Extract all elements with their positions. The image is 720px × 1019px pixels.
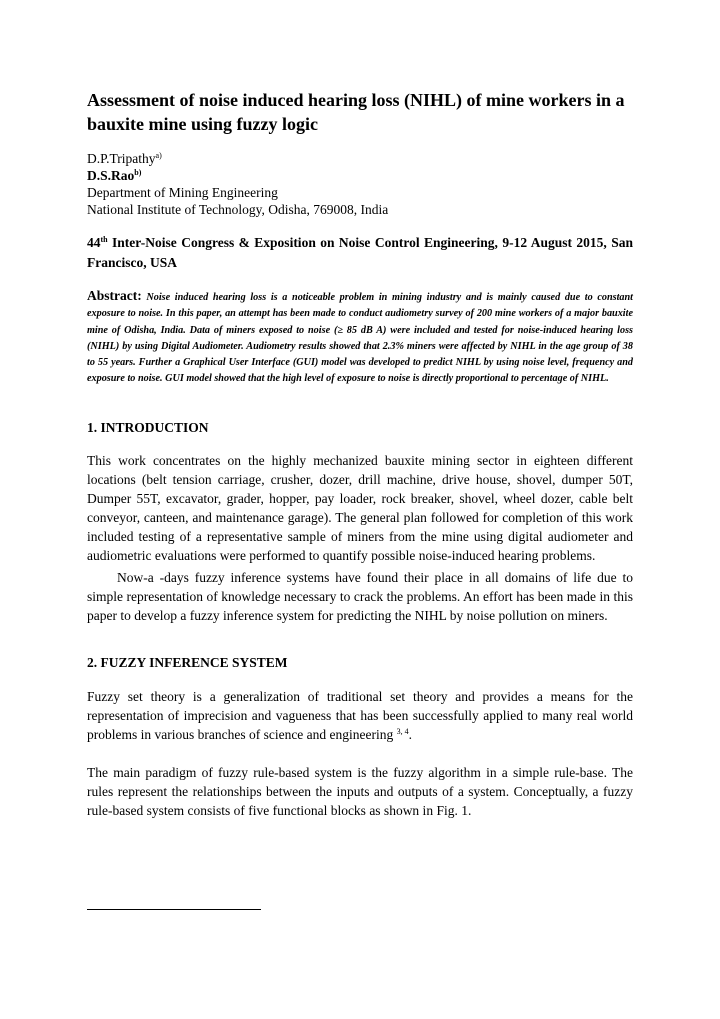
- author-block: [87, 150, 633, 218]
- abstract-text: Noise induced hearing loss is a noticeable problem in mining industry and is mainly caused due to constant exposure to noise. In this paper, an attempt has been made to conduct audiometry survey of 200 mine workers of a major bauxite mine of Odisha, India. Data of miners exposed to noise (≥ 85 dB A) were included and tested for noise-induced hearing loss (NIHL) by using Digital Audiometer. Audiometry results showed that 2.3% miners were affected by NIHL in the age group of 38 to 55 years. Further a Graphical User Interface (GUI) model was developed to predict NIHL by using noise level, frequency and exposure to noise. GUI model showed that the high level of exposure to noise is directly proportional to percentage of NIHL.: [87, 292, 633, 385]
- abstract: [87, 288, 633, 388]
- intro-paragraph-2: Now-a -days fuzzy inference systems have found their place in all domains of life due to simple representation of knowledge necessary to crack the problems. An effort has been made in this paper to develop a fuzzy inference system for predicting the NIHL by noise pollution on miners.: [87, 570, 633, 624]
- affiliation-institute: National Institute of Technology, Odisha, 769008, India: [87, 202, 389, 217]
- abstract-label: Abstract:: [87, 288, 142, 303]
- section-heading-fuzzy-inference: 2. FUZZY INFERENCE SYSTEM: [87, 655, 288, 670]
- conference-info: [87, 233, 633, 273]
- author-2: [87, 167, 633, 184]
- section-heading-introduction: 1. INTRODUCTION: [87, 420, 209, 435]
- author-1: [87, 150, 633, 167]
- fis-paragraph-1: [87, 687, 633, 744]
- fis-paragraph-2: The main paradigm of fuzzy rule-based system is the fuzzy algorithm in a simple rule-base. The rules represent the relationships between the inputs and outputs of a system. Conceptually, a fuzzy rule-based system consists of five functional blocks as shown in Fig. 1.: [87, 765, 633, 819]
- author-1-affil-mark: a): [155, 151, 162, 160]
- citation-ref: 3, 4: [396, 727, 409, 737]
- fis-paragraph-1-end: .: [408, 727, 413, 743]
- intro-paragraph-1: This work concentrates on the highly mechanized bauxite mining sector in eighteen different locations (belt tension carriage, crusher, dozer, drill machine, drive house, shovel, dumper 50T, Dumper 55T, excavator, grader, hopper, pay loader, rock breaker, shovel, wheel dozer, cable belt conveyor, canteen, and maintenance garage). The general plan followed for completion of this work included testing of a representative sample of miners from the mine using digital audiometer and audiometric evaluations were performed to quantify possible noise-induced hearing problems.: [87, 453, 633, 564]
- fis-paragraph-1-text: Fuzzy set theory is a generalization of traditional set theory and provides a means for the representation of imprecision and vagueness that has been successfully applied to many real world problems in various branches of science and engineering: [87, 689, 633, 743]
- author-2-affil-mark: b): [134, 168, 142, 177]
- footnote-separator: [87, 909, 261, 910]
- paper-title: Assessment of noise induced hearing loss (NIHL) of mine workers in a bauxite mine using fuzzy logic: [87, 90, 625, 134]
- affiliation-department: Department of Mining Engineering: [87, 185, 278, 200]
- conference-text: Inter-Noise Congress & Exposition on Noise Control Engineering, 9-12 August 2015, San Francisco, USA: [87, 235, 633, 270]
- author-1-name: D.P.Tripathy: [87, 151, 156, 166]
- conference-number: 44: [87, 235, 101, 250]
- author-2-name: D.S.Rao: [87, 168, 135, 183]
- conference-number-sup: th: [100, 235, 108, 244]
